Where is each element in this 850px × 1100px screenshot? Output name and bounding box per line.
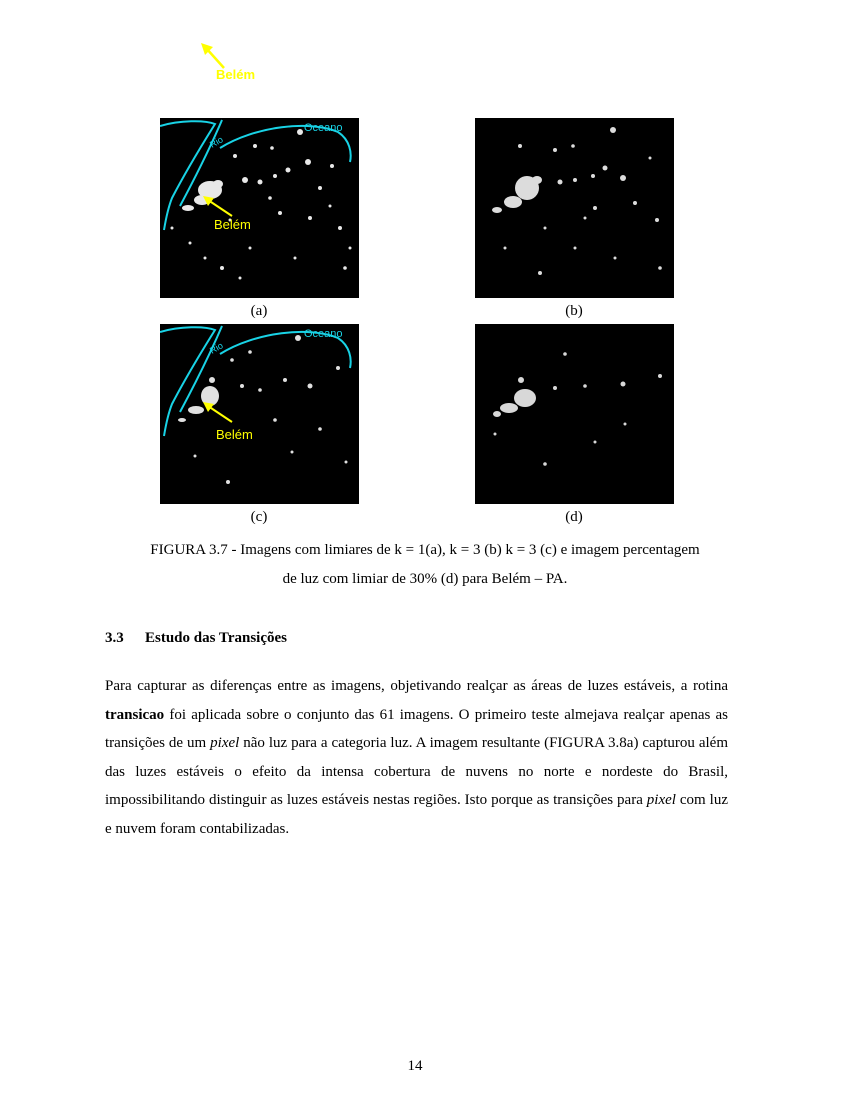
figure-caption xyxy=(80,536,770,594)
routine-name: transicao xyxy=(105,706,165,723)
river-label-c: Rio xyxy=(208,340,225,356)
paragraph-text-2: foi aplicada sobre o conjunto das 61 imagens. O primeiro teste almejava realçar apenas as transições de um xyxy=(105,706,728,752)
figure-panel-c xyxy=(160,324,359,504)
figure-panel-d xyxy=(475,324,674,504)
figure-panel-b xyxy=(475,118,674,298)
satellite-image-b xyxy=(475,118,674,298)
satellite-image-a xyxy=(160,118,359,298)
pixel-term-2: pixel xyxy=(646,792,676,809)
ocean-label-a: Oceano xyxy=(304,122,343,134)
city-label-c: Belém xyxy=(216,427,253,442)
figure-caption-line-2: de luz com limiar de 30% (d) para Belém – PA. xyxy=(282,571,568,587)
satellite-image-d xyxy=(475,324,674,504)
section-title: Estudo das Transições xyxy=(145,630,287,646)
top-marker-label: Belém xyxy=(216,67,256,82)
subfigure-label-a: (a) xyxy=(250,303,268,319)
river-label-a: Rio xyxy=(208,134,225,150)
section-heading xyxy=(105,630,287,647)
paragraph-text-4: com luz e nuvem foram contabilizadas. xyxy=(105,792,728,837)
page-number: 14 xyxy=(407,1058,423,1074)
figure-caption-line-1: FIGURA 3.7 - Imagens com limiares de k = 1(a), k = 3 (b) k = 3 (c) e imagem percentagem xyxy=(150,542,700,558)
paragraph-text-3: não luz para a categoria luz. A imagem resultante (FIGURA 3.8a) capturou além das luzes estáveis o efeito da intensa cobertura de nuvens no norte e nordeste do Brasil, impossibilitando distinguir as luzes estáveis nestas regiões. Isto porque as transições para xyxy=(105,735,728,809)
section-number: 3.3 xyxy=(105,630,124,646)
subfigure-label-d: (d) xyxy=(565,509,583,525)
paragraph-text-1: Para capturar as diferenças entre as imagens, objetivando realçar as áreas de luzes estáveis, a rotina xyxy=(105,678,728,694)
pixel-term-1: pixel xyxy=(210,735,240,752)
subfigure-label-b: (b) xyxy=(565,303,583,319)
city-label-a: Belém xyxy=(214,217,251,232)
body-paragraph xyxy=(105,672,728,844)
subfigure-label-c: (c) xyxy=(250,509,268,525)
ocean-label-c: Oceano xyxy=(304,328,343,340)
figure-panel-a xyxy=(160,118,359,298)
satellite-image-c xyxy=(160,324,359,504)
